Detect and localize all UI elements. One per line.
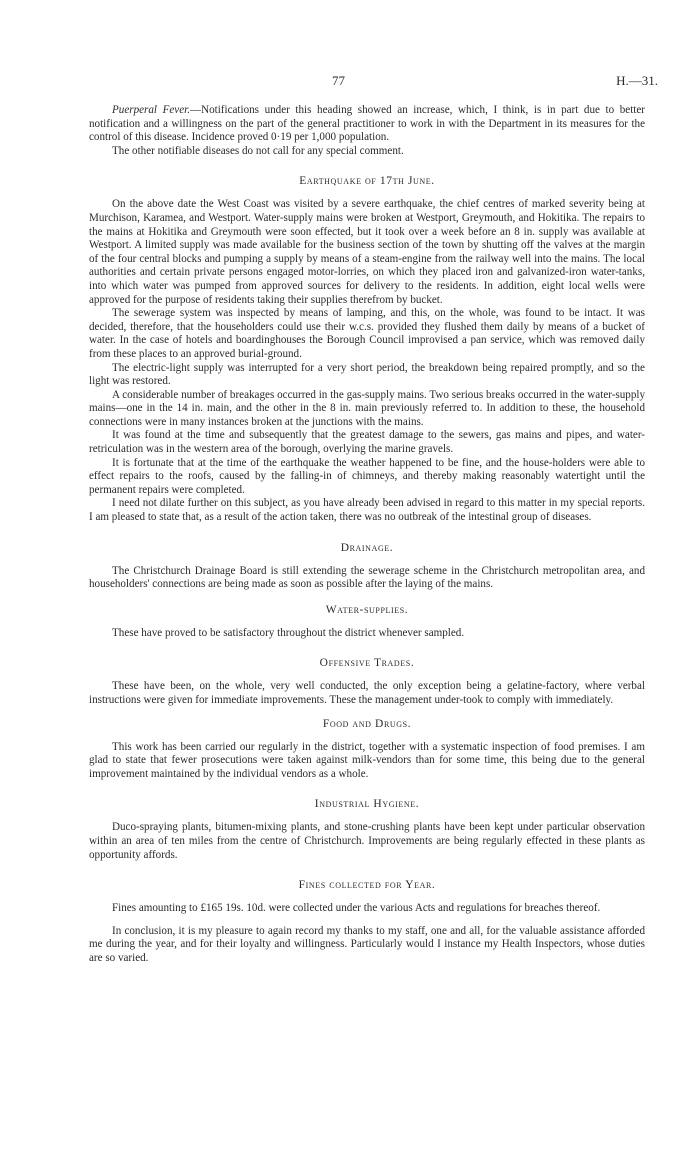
puerperal-lead: Puerperal Fever.: [112, 104, 190, 116]
earthquake-paragraph-4: A considerable number of breakages occurred in the gas-supply mains. Two serious breaks occurred in the water-supply mains—one in the 14 in. main, and the other in the 8 in. main previously referred to. In addition to these, the household connections were in many instances broken at the junctions with the mains.: [89, 388, 645, 428]
page-header: [0, 74, 700, 90]
drainage-heading: Drainage.: [340, 541, 394, 554]
water-supplies-heading: Water-supplies.: [325, 603, 409, 616]
drainage-paragraph: The Christchurch Drainage Board is still extending the sewerage scheme in the Christchurch metropolitan area, and householders' connections are being made as soon as possible after the laying of the mains.: [89, 564, 645, 591]
industrial-hygiene-heading: Industrial Hygiene.: [314, 798, 420, 811]
conclusion-paragraph: In conclusion, it is my pleasure to again record my thanks to my staff, one and all, for the valuable assistance afforded me during the year, and for their loyalty and willingness. Particularly would I instance my Health Inspectors, whose duties are so varied.: [89, 924, 645, 964]
puerperal-paragraph: [89, 104, 645, 145]
water-supplies-paragraph: These have proved to be satisfactory throughout the district whenever sampled.: [112, 626, 465, 639]
other-diseases-paragraph: The other notifiable diseases do not call for any special comment.: [112, 144, 404, 157]
offensive-trades-paragraph: These have been, on the whole, very well conducted, the only exception being a gelatine-factory, where verbal instructions were given for immediate improvements. These the management under-took to comply with immediately.: [89, 680, 645, 706]
food-drugs-heading: Food and Drugs.: [322, 717, 412, 730]
page-number: 77: [332, 73, 345, 88]
puerperal-text: —Notifications under this heading showed an increase, which, I think, is in part due to better notification and a willingness on the part of the general practitioner to work in with the Department in its measures for the control of this disease. Incidence proved 0·19 per 1,000 population.: [89, 104, 645, 144]
fines-heading: Fines collected for Year.: [298, 879, 436, 892]
earthquake-paragraph-1: On the above date the West Coast was visited by a severe earthquake, the chief centres of marked severity being at Murchison, Karamea, and Westport. Water-supply mains were broken at Westport, Greymouth, and Hokitika. The repairs to the mains at Hokitika and Greymouth were soon effected, but it took over a week before an 8 in. supply was available at Westport. A limited supply was made available for the business section of the town by shutting off the valves at the margin of the four central blocks and pumping a supply by means of a steam-engine from the railway well into the mains. The local authorities and certain private persons engaged motor-lorries, on which they placed iron and galvanized-iron water-tanks, into which water was pumped from approved sources for delivery to the residents. In addition, eight local wells were approved for the purpose of residents taking their supplies therefrom by bucket.: [89, 198, 645, 306]
industrial-hygiene-paragraph: Duco-spraying plants, bitumen-mixing plants, and stone-crushing plants have been kept under particular observation within an area of ten miles from the centre of Christchurch. Improvements are being regularly effected in these plants as opportunity affords.: [89, 821, 645, 861]
earthquake-paragraph-5: It was found at the time and subsequently that the greatest damage to the sewers, gas mains and pipes, and water-retriculation was in the western area of the borough, overlying the marine gravels.: [89, 429, 645, 456]
earthquake-heading: Earthquake of 17th June.: [299, 175, 435, 188]
series-reference: H.—31.: [616, 73, 658, 88]
earthquake-paragraph-6: It is fortunate that at the time of the earthquake the weather happened to be fine, and the house-holders were able to effect repairs to the roofs, caused by the falling-in of chimneys, and thereby making reasonably watertight until the permanent repairs were completed.: [89, 456, 645, 496]
earthquake-paragraph-2: The sewerage system was inspected by means of lamping, and this, on the whole, was found to be intact. It was decided, therefore, that the householders could use their w.c.s. provided they flushed them daily by means of a bucket of water. In the case of hotels and boardinghouses the Borough Council improvised a pan service, which was removed daily from these places to an approved burial-ground.: [89, 307, 645, 360]
report-body: [89, 104, 645, 966]
fines-paragraph: Fines amounting to £165 19s. 10d. were collected under the various Acts and regulations for breaches thereof.: [112, 902, 601, 915]
earthquake-paragraph-7: I need not dilate further on this subject, as you have already been advised in regard to this matter in my special reports. I am pleased to state that, as a result of the action taken, there was no outbreak of the intestinal group of diseases.: [89, 497, 645, 524]
food-drugs-paragraph: This work has been carried our regularly in the district, together with a systematic inspection of food premises. I am glad to state that fewer prosecutions were taken against milk-vendors than for some time, this being due to the general improvement maintained by the individual vendors as a whole.: [89, 740, 645, 780]
earthquake-paragraph-3: The electric-light supply was interrupted for a very short period, the breakdown being repaired promptly, and so the light was restored.: [89, 361, 645, 388]
offensive-trades-heading: Offensive Trades.: [319, 657, 415, 670]
